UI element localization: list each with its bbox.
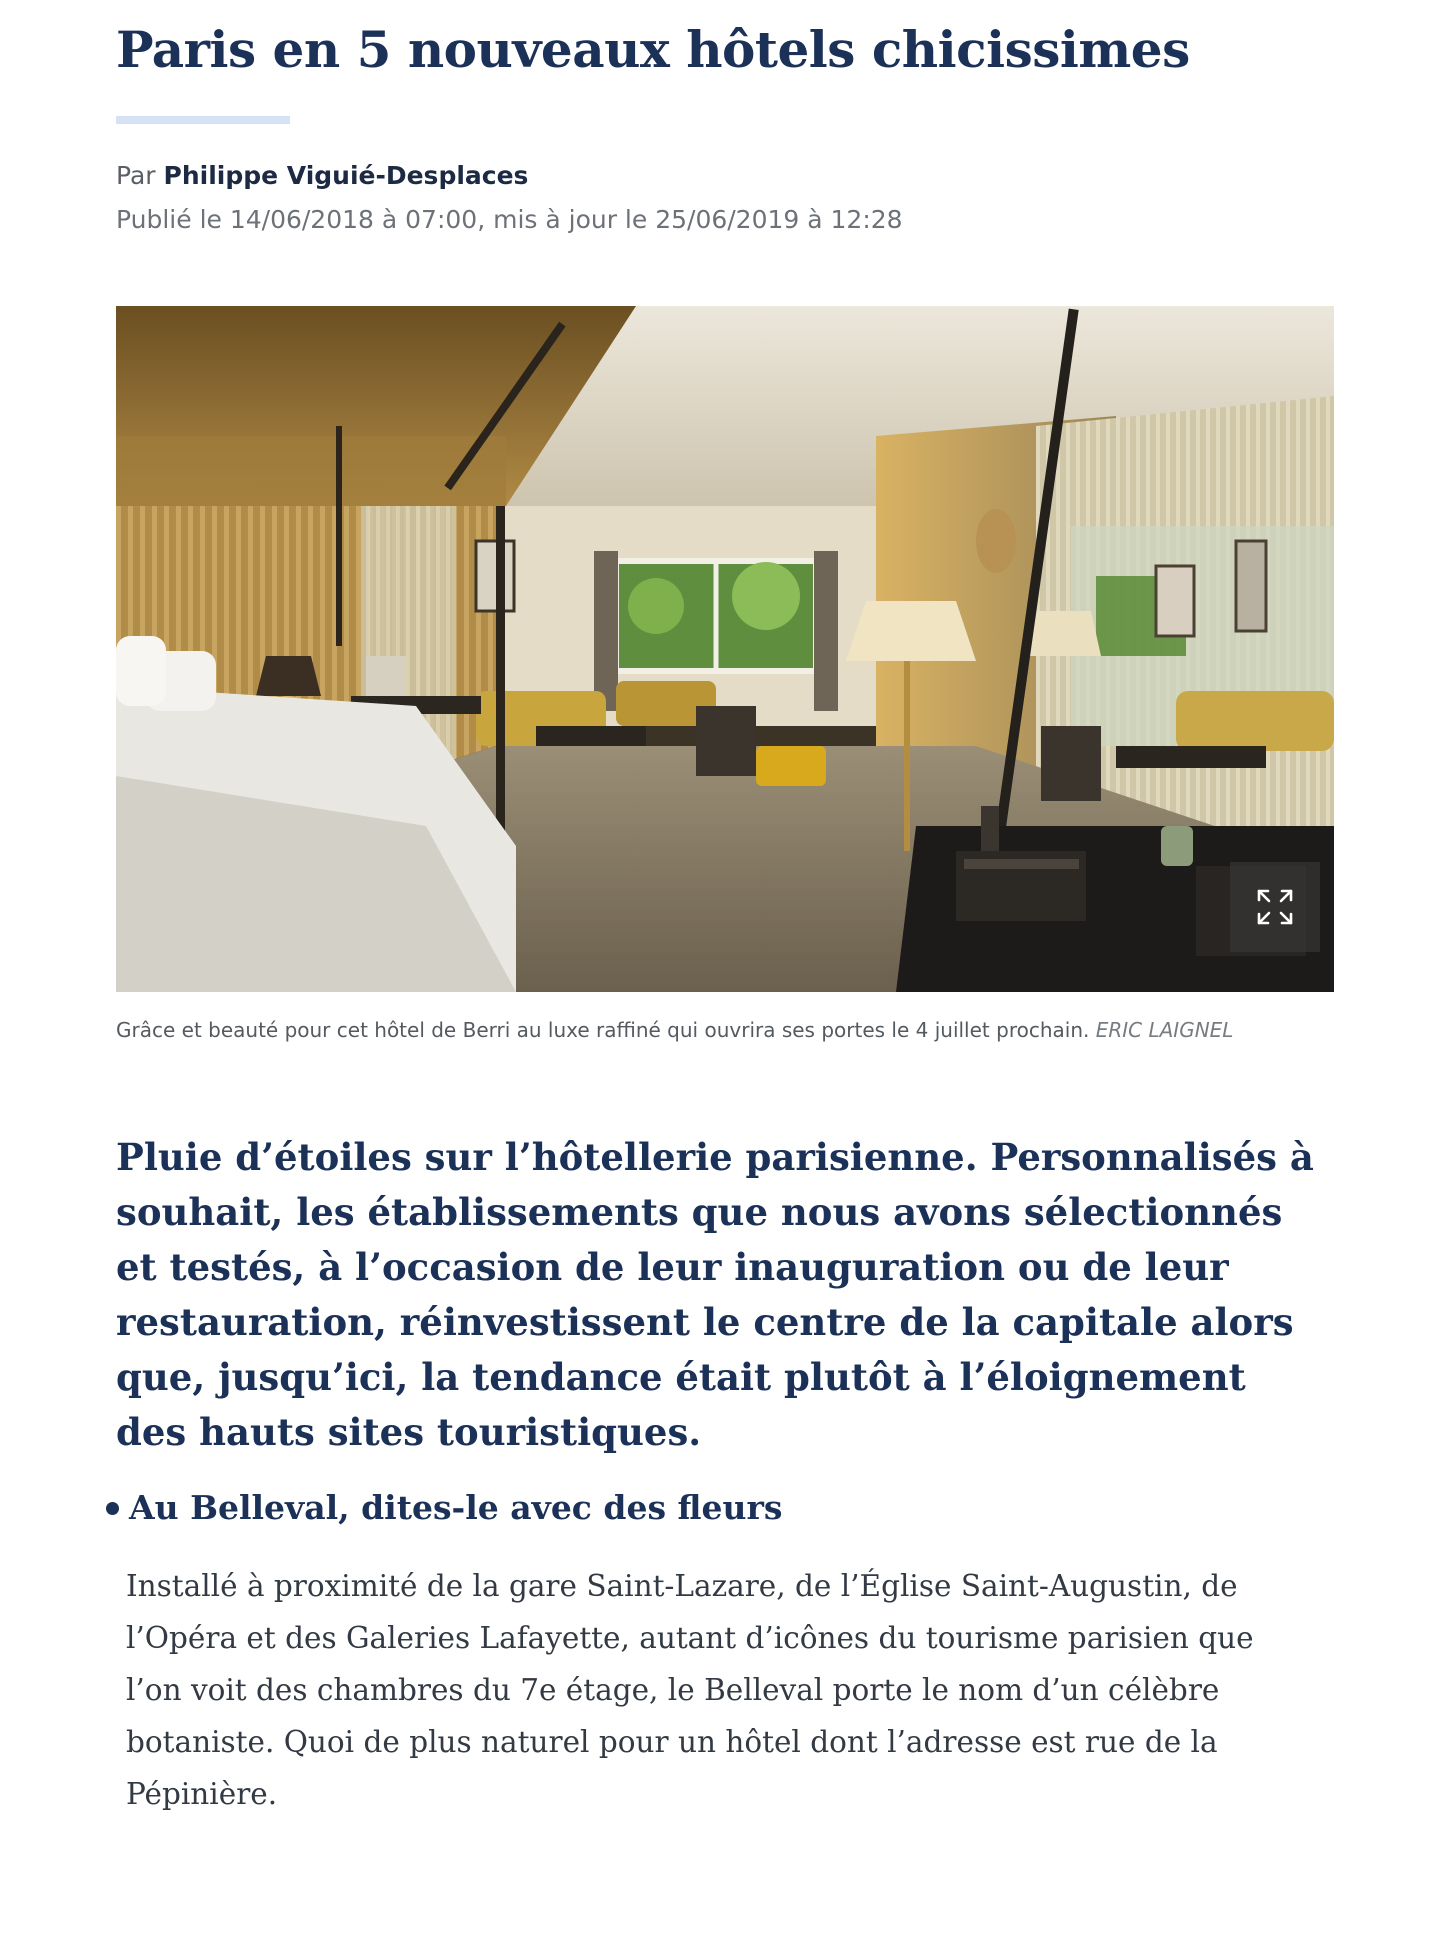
caption-text: Grâce et beauté pour cet hôtel de Berri au luxe raffiné qui ouvrira ses portes le 4 juillet prochain. (116, 1018, 1090, 1042)
byline-prefix: Par (116, 161, 164, 190)
section-heading-text: Au Belleval, dites-le avec des fleurs (129, 1488, 783, 1527)
section-paragraph: Installé à proximité de la gare Saint-Lazare, de l’Église Saint-Augustin, de l’Opéra et des Galeries Lafayette, autant d’icônes du tourisme parisien que l’on voit des chambres du 7e étage, le Belleval porte le nom d’un célèbre botaniste. Quoi de plus naturel pour un hôtel dont l’adresse est rue de la Pépinière. (126, 1569, 1254, 1811)
section-heading (106, 1483, 782, 1533)
expand-image-button[interactable] (1230, 862, 1320, 952)
hotel-room-photo (116, 306, 1334, 992)
hero-photo[interactable] (116, 306, 1334, 992)
author-link[interactable]: Philippe Viguié-Desplaces (163, 161, 529, 190)
article-lead: Pluie d’étoiles sur l’hôtellerie parisienne. Personnalisés à souhait, les établissements que nous avons sélectionnés et testés, à l’occasion de leur inauguration ou de leur restauration, réinvestissent le centre de la capitale alors que, jusqu’ici, la tendance était plutôt à l’éloignement des hauts sites touristiques. (116, 1135, 1314, 1454)
image-caption (116, 1010, 1334, 1050)
bullet-icon (106, 1502, 119, 1515)
photo-credit: ERIC LAIGNEL (1095, 1018, 1234, 1042)
article-title: Paris en 5 nouveaux hôtels chicissimes (116, 20, 1190, 79)
publish-dates: Publié le 14/06/2018 à 07:00, mis à jour le 25/06/2019 à 12:28 (116, 205, 903, 234)
expand-icon (1256, 888, 1294, 926)
byline (116, 158, 528, 194)
title-underline (116, 116, 290, 124)
